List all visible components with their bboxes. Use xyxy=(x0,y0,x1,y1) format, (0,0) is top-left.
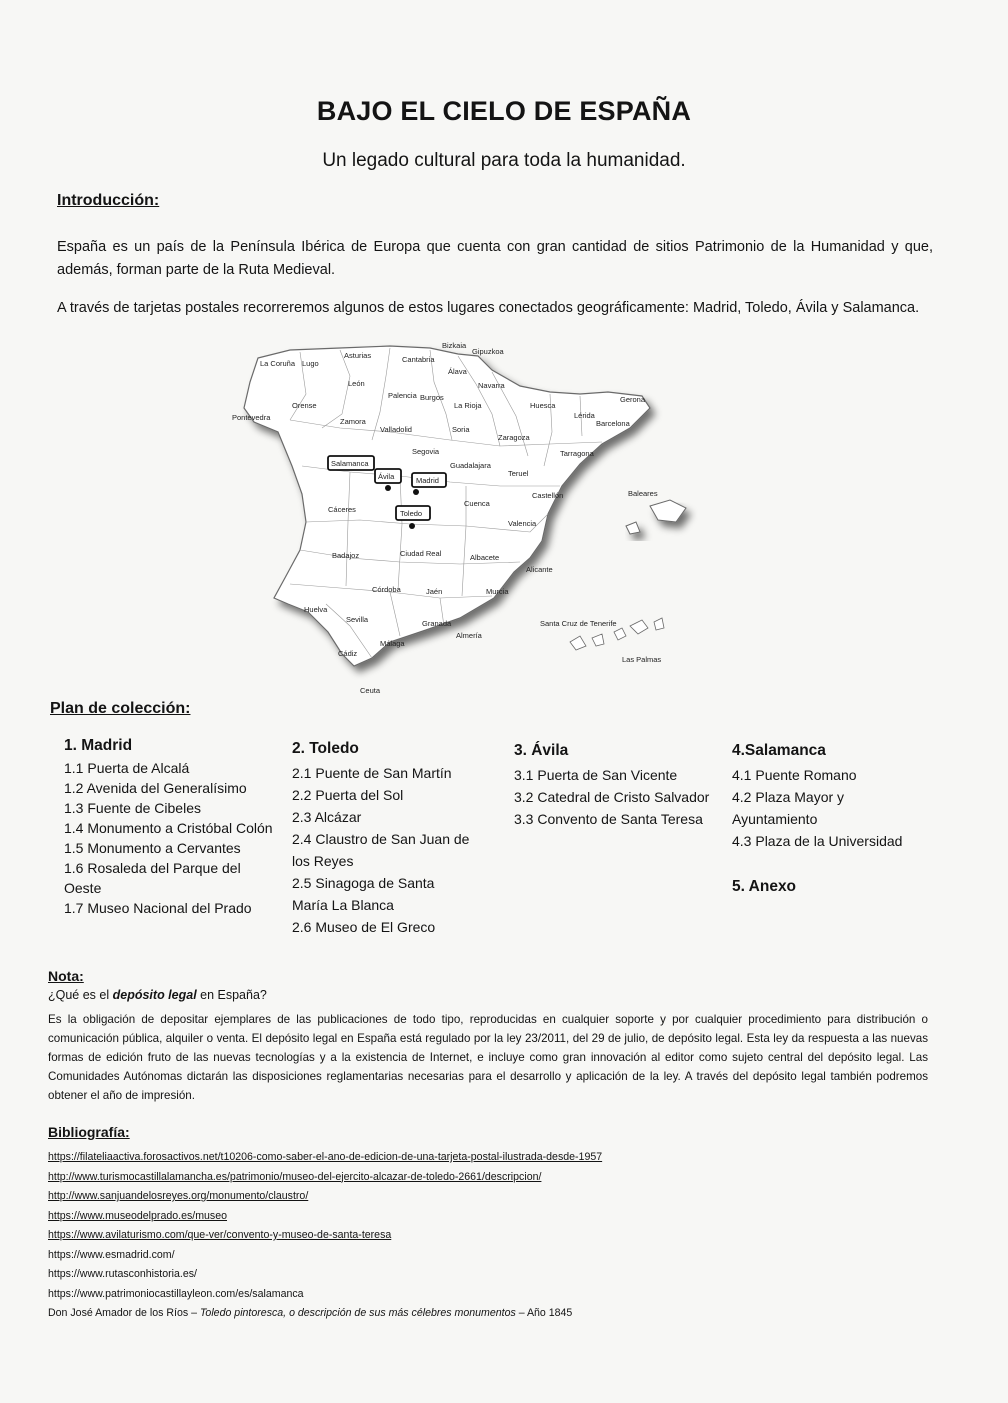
spain-map-svg xyxy=(230,336,710,696)
plan-column-salamanca xyxy=(732,740,912,900)
map-label: Álava xyxy=(448,367,467,376)
map-label: Barcelona xyxy=(596,419,630,428)
map-label: Baleares xyxy=(628,489,658,498)
list-item: 2.2 Puerta del Sol xyxy=(292,787,404,803)
map-label: Ceuta xyxy=(360,686,381,695)
intro-paragraph-2: A través de tarjetas postales recorreremos algunos de estos lugares conectados geográficamente: Madrid, Toledo, Ávila y Salamanca. xyxy=(57,300,920,316)
list-item: 3.1 Puerta de San Vicente xyxy=(514,767,678,783)
plan-column-toledo xyxy=(292,738,482,938)
map-label: Asturias xyxy=(344,351,372,360)
nota-question-text: en España? xyxy=(196,988,267,1002)
biblio-entry: https://www.esmadrid.com/ xyxy=(48,1248,175,1261)
map-label: Jaén xyxy=(426,587,443,596)
plan-avila-title: 3. Ávila xyxy=(514,742,569,759)
biblio-link[interactable]: https://filateliaactiva.forosactivos.net/t10206-como-saber-el-ano-de-edicion-de-una-tarjeta-postal-ilustrada-desde-1957 xyxy=(48,1151,603,1163)
nota-body: Es la obligación de depositar ejemplares de las publicaciones de todo tipo, reproducidas en cualquier soporte y por cualquier procedimiento para distribución o comunicación pública, alquiler o venta. El depósito legal en España está regulado por la ley 23/2011, del 29 de julio, de depósito legal. Esta ley da respuesta a las nuevas formas de edición fruto de las nuevas tecnologías y a la existencia de Internet, e incluye como gran innovación al editor como sujeto central del depósito legal. Las Comunidades Autónomas dictarán las disposiciones reglamentarias necesarias para el desarrollo y aplicación de la ley. A través del depósito legal también podremos obtener el año de impresión. xyxy=(48,1013,928,1102)
spain-map xyxy=(230,336,710,696)
list-item: 1.4 Monumento a Cristóbal Colón xyxy=(64,820,273,836)
map-label: Las Palmas xyxy=(622,655,662,664)
map-label: Guadalajara xyxy=(450,461,491,470)
list-item: 2.5 Sinagoga de Santa María La Blanca xyxy=(292,875,435,913)
biblio-link[interactable]: http://www.turismocastillalamancha.es/patrimonio/museo-del-ejercito-alcazar-de-toledo-2661/descripcion/ xyxy=(48,1170,542,1183)
biblio-book-reference xyxy=(48,1304,602,1324)
plan-anexo-title: 5. Anexo xyxy=(732,878,797,895)
map-label: Navarra xyxy=(478,381,505,390)
map-label: Granada xyxy=(422,619,452,628)
map-label: Lugo xyxy=(302,359,319,368)
biblio-link[interactable]: http://www.sanjuandelosreyes.org/monumento/claustro/ xyxy=(48,1190,309,1202)
map-label: Murcia xyxy=(486,587,509,596)
plan-heading: Plan de colección: xyxy=(50,700,191,717)
biblio-link[interactable]: https://www.avilaturismo.com/que-ver/convento-y-museo-de-santa-teresa xyxy=(48,1229,392,1241)
map-label: Tarragona xyxy=(560,449,594,458)
list-item: 1.6 Rosaleda del Parque del Oeste xyxy=(64,860,241,896)
map-label: Valencia xyxy=(508,519,537,528)
list-item: 1.3 Fuente de Cibeles xyxy=(64,800,201,816)
list-item: 2.1 Puente de San Martín xyxy=(292,765,452,781)
map-label: León xyxy=(348,379,365,388)
map-label: Málaga xyxy=(380,639,405,648)
map-label: Palencia xyxy=(388,391,417,400)
intro-heading: Introducción: xyxy=(57,192,160,209)
list-item: 4.2 Plaza Mayor y Ayuntamiento xyxy=(732,789,845,827)
ref-title: Toledo pintoresca, o descripción de sus más célebres monumentos xyxy=(199,1307,516,1319)
plan-column-madrid xyxy=(64,736,274,918)
list-item: 4.1 Puente Romano xyxy=(732,767,857,783)
map-label: Badajoz xyxy=(332,551,360,560)
biblio-entry: https://www.rutasconhistoria.es/ xyxy=(48,1268,197,1280)
map-label: Castellón xyxy=(532,491,564,500)
list-item: 1.7 Museo Nacional del Prado xyxy=(64,900,252,916)
list-item: 1.2 Avenida del Generalísimo xyxy=(64,780,247,796)
list-item: 2.4 Claustro de San Juan de los Reyes xyxy=(292,831,470,869)
map-label: Zaragoza xyxy=(498,433,530,442)
city-avila: Ávila xyxy=(378,472,395,481)
map-label: Segovia xyxy=(412,447,440,456)
list-item: 2.3 Alcázar xyxy=(292,809,362,825)
list-item: 1.1 Puerta de Alcalá xyxy=(64,760,190,776)
map-label: Burgos xyxy=(420,393,444,402)
intro-paragraph-1: España es un país de la Península Ibérica de Europa que cuenta con gran cantidad de sitios Patrimonio de la Humanidad y que, además, forman parte de la Ruta Medieval. xyxy=(57,239,933,278)
map-label: Gipuzkoa xyxy=(472,347,504,356)
map-label: Cuenca xyxy=(464,499,490,508)
nota-question-text: ¿Qué es el xyxy=(48,988,113,1002)
map-label: La Coruña xyxy=(260,359,296,368)
map-label: Ciudad Real xyxy=(400,549,442,558)
list-item: 1.5 Monumento a Cervantes xyxy=(64,840,241,856)
map-label: La Rioja xyxy=(454,401,482,410)
plan-madrid-title: 1. Madrid xyxy=(64,737,133,754)
map-label: Lérida xyxy=(574,411,595,420)
list-item: 4.3 Plaza de la Universidad xyxy=(732,833,903,849)
map-label: Zamora xyxy=(340,417,366,426)
map-label: Cantabria xyxy=(402,355,435,364)
map-label: Cáceres xyxy=(328,505,356,514)
map-label: Gerona xyxy=(620,395,646,404)
list-item: 2.6 Museo de El Greco xyxy=(292,919,436,935)
map-label: Sevilla xyxy=(346,615,369,624)
map-label: Santa Cruz de Tenerife xyxy=(540,619,617,628)
map-label: Soria xyxy=(452,425,470,434)
peninsula-outline xyxy=(244,346,650,666)
ref-year: – Año 1845 xyxy=(515,1307,573,1319)
map-label: Almería xyxy=(456,631,482,640)
peninsula-shape xyxy=(244,346,650,666)
map-label: Albacete xyxy=(470,553,500,562)
map-label: Alicante xyxy=(526,565,553,574)
city-dot xyxy=(385,485,391,491)
city-dot xyxy=(409,523,415,529)
map-label: Pontevedra xyxy=(232,413,271,422)
map-label: Córdoba xyxy=(372,585,401,594)
map-label: Orense xyxy=(292,401,317,410)
bibliography-list xyxy=(48,1148,602,1324)
plan-toledo-title: 2. Toledo xyxy=(292,740,359,757)
biblio-heading: Bibliografía: xyxy=(48,1124,130,1140)
map-label: Teruel xyxy=(508,469,529,478)
plan-salamanca-title: 4.Salamanca xyxy=(732,742,826,759)
list-item: 3.2 Catedral de Cristo Salvador xyxy=(514,789,710,805)
city-madrid: Madrid xyxy=(416,476,439,485)
city-toledo: Toledo xyxy=(400,509,423,518)
page-subtitle: Un legado cultural para toda la humanidad. xyxy=(322,150,686,171)
biblio-link[interactable]: https://www.museodelprado.es/museo xyxy=(48,1209,228,1222)
map-label: Huelva xyxy=(304,605,328,614)
list-item: 3.3 Convento de Santa Teresa xyxy=(514,811,703,827)
ref-author: Don José Amador de los Ríos – xyxy=(48,1307,200,1319)
map-label: Huesca xyxy=(530,401,556,410)
plan-column-avila xyxy=(514,740,719,830)
map-label: Bizkaia xyxy=(442,341,467,350)
biblio-entry: https://www.patrimoniocastillayleon.com/es/salamanca xyxy=(48,1287,304,1300)
map-label: Cádiz xyxy=(338,649,358,658)
map-label: Valladolid xyxy=(380,425,412,434)
city-salamanca: Salamanca xyxy=(331,459,369,468)
page-title: BAJO EL CIELO DE ESPAÑA xyxy=(316,96,692,126)
baleares-islands xyxy=(626,500,686,534)
nota-question xyxy=(48,988,267,1002)
city-dot xyxy=(413,489,419,495)
nota-question-emphasis: depósito legal xyxy=(112,988,197,1002)
nota-heading: Nota: xyxy=(48,968,84,984)
